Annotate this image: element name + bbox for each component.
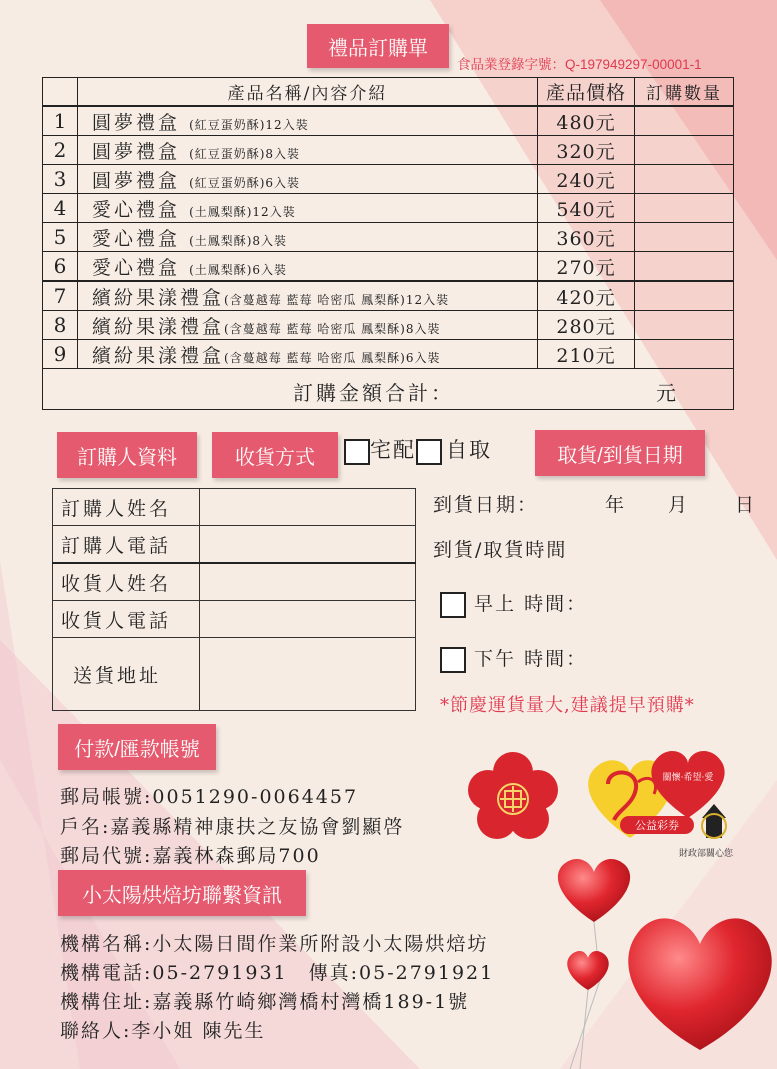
product-detail: (紅豆蛋奶酥)12入裝 — [189, 117, 309, 132]
product-detail: (土鳳梨酥)8入裝 — [189, 233, 288, 248]
row-price: 540元 — [538, 194, 635, 223]
afternoon-label: 下午 時間： — [474, 648, 588, 670]
post-office-code: 郵局代號:嘉義林森郵局700 — [60, 845, 321, 867]
row-price: 270元 — [538, 252, 635, 282]
flower-logo-icon — [466, 750, 560, 844]
table-row — [43, 165, 734, 194]
product-name: 繽紛果漾禮盒 — [92, 286, 225, 309]
header-num-cell — [43, 78, 78, 107]
row-price: 320元 — [538, 136, 635, 165]
header-product: 產品名稱/內容介紹 — [78, 78, 538, 107]
early-order-notice: *節慶運貨量大,建議提早預購* — [440, 695, 695, 716]
row-price: 420元 — [538, 281, 635, 311]
morning-checkbox[interactable] — [440, 592, 466, 618]
row-num: 1 — [43, 106, 78, 136]
product-name: 愛心禮盒 — [92, 198, 181, 221]
row-price: 280元 — [538, 311, 635, 340]
product-detail: (土鳳梨酥)12入裝 — [189, 204, 296, 219]
time-label: 到貨/取貨時間 — [433, 539, 568, 561]
account-holder: 戶名:嘉義縣精神康扶之友協會劉顯啓 — [60, 816, 405, 838]
table-row — [43, 194, 734, 223]
table-row — [43, 223, 734, 252]
table-row — [43, 311, 734, 340]
receiver-phone-label: 收貨人電話 — [53, 601, 200, 638]
row-price: 480元 — [538, 106, 635, 136]
buyer-phone-label: 訂購人電話 — [53, 526, 200, 564]
address-label: 送貨地址 — [53, 638, 200, 711]
row-product — [78, 136, 538, 165]
form-row — [53, 638, 416, 711]
product-detail: (紅豆蛋奶酥)6入裝 — [189, 175, 301, 190]
total-unit: 元 — [656, 381, 679, 405]
row-product — [78, 223, 538, 252]
total-cell — [43, 369, 734, 410]
row-num: 4 — [43, 194, 78, 223]
row-price: 240元 — [538, 165, 635, 194]
form-row — [53, 563, 416, 601]
row-num: 5 — [43, 223, 78, 252]
row-product — [78, 252, 538, 282]
row-product — [78, 311, 538, 340]
receiver-name-field[interactable] — [200, 563, 416, 601]
header-qty: 訂購數量 — [635, 78, 734, 107]
qty-input-cell[interactable] — [635, 223, 734, 252]
qty-input-cell[interactable] — [635, 311, 734, 340]
org-name: 機構名稱:小太陽日間作業所附設小太陽烘焙坊 — [60, 933, 489, 955]
product-detail: (含蔓越莓 藍莓 哈密瓜 鳳梨酥)6入裝 — [224, 350, 441, 365]
header-price: 產品價格 — [538, 78, 635, 107]
row-product — [78, 340, 538, 369]
row-product — [78, 194, 538, 223]
form-row — [53, 601, 416, 638]
product-detail: (紅豆蛋奶酥)8入裝 — [189, 146, 301, 161]
row-num: 9 — [43, 340, 78, 369]
morning-option — [440, 589, 587, 618]
day-label: 日 — [735, 494, 757, 516]
table-row — [43, 106, 734, 136]
product-detail: (含蔓越莓 藍莓 哈密瓜 鳳梨酥)8入裝 — [224, 321, 441, 336]
row-product — [78, 281, 538, 311]
morning-label: 早上 時間： — [474, 593, 588, 615]
product-name: 圓夢禮盒 — [92, 169, 181, 192]
row-num: 8 — [43, 311, 78, 340]
form-row — [53, 526, 416, 564]
buyer-name-label: 訂購人姓名 — [53, 489, 200, 526]
post-account: 郵局帳號:0051290-0064457 — [60, 786, 359, 808]
license-number: 食品業登錄字號：Q-197949297-00001-1 — [457, 57, 702, 72]
buyer-info-button[interactable]: 訂購人資料 — [57, 432, 197, 478]
home-delivery-checkbox[interactable] — [344, 439, 370, 465]
home-delivery-label: 宅配 — [370, 438, 416, 462]
ministry-text: 財政部關心您 — [678, 849, 734, 859]
row-num: 6 — [43, 252, 78, 282]
buyer-phone-field[interactable] — [200, 526, 416, 564]
month-label: 月 — [668, 494, 690, 516]
table-row — [43, 340, 734, 369]
receiver-phone-field[interactable] — [200, 601, 416, 638]
hearts-decoration-icon — [530, 850, 777, 1069]
total-row — [43, 369, 734, 410]
qty-input-cell[interactable] — [635, 252, 734, 282]
receiver-name-label: 收貨人姓名 — [53, 563, 200, 601]
year-label: 年 — [605, 494, 627, 516]
table-row — [43, 252, 734, 282]
payment-button[interactable]: 付款/匯款帳號 — [58, 724, 216, 770]
form-row — [53, 489, 416, 526]
afternoon-option — [440, 644, 587, 673]
product-name: 繽紛果漾禮盒 — [92, 315, 225, 338]
buyer-name-field[interactable] — [200, 489, 416, 526]
row-product — [78, 106, 538, 136]
lottery-text: 公益彩券 — [635, 819, 679, 832]
afternoon-checkbox[interactable] — [440, 647, 466, 673]
total-label: 訂購金額合計： — [293, 381, 454, 405]
form-title: 禮品訂購單 — [307, 24, 449, 68]
delivery-options — [344, 434, 492, 465]
org-address: 機構住址:嘉義縣竹崎鄉灣橋村灣橋189-1號 — [60, 991, 470, 1013]
qty-input-cell[interactable] — [635, 281, 734, 311]
lottery-logo-icon — [578, 738, 748, 860]
row-num: 3 — [43, 165, 78, 194]
qty-input-cell[interactable] — [635, 106, 734, 136]
qty-input-cell[interactable] — [635, 340, 734, 369]
pickup-date-button[interactable]: 取貨/到貨日期 — [535, 430, 705, 476]
qty-input-cell[interactable] — [635, 136, 734, 165]
product-detail: (含蔓越莓 藍莓 哈密瓜 鳳梨酥)12入裝 — [224, 292, 450, 307]
address-field[interactable] — [200, 638, 416, 711]
qty-input-cell[interactable] — [635, 194, 734, 223]
lottery-slogan: 關懷‧希望‧愛 — [662, 773, 714, 783]
contact-button[interactable]: 小太陽烘焙坊聯繫資訊 — [58, 870, 306, 916]
row-num: 2 — [43, 136, 78, 165]
table-header-row — [43, 78, 734, 107]
buyer-form — [52, 488, 416, 711]
row-price: 360元 — [538, 223, 635, 252]
row-price: 210元 — [538, 340, 635, 369]
product-name: 圓夢禮盒 — [92, 111, 181, 134]
contact-person: 聯絡人:李小姐 陳先生 — [60, 1020, 266, 1042]
qty-input-cell[interactable] — [635, 165, 734, 194]
delivery-method-button[interactable]: 收貨方式 — [212, 432, 338, 478]
product-detail: (土鳳梨酥)6入裝 — [189, 262, 288, 277]
org-phone: 機構電話:05-2791931 傳真:05-2791921 — [60, 962, 495, 984]
product-table — [42, 77, 734, 410]
product-name: 圓夢禮盒 — [92, 140, 181, 163]
pickup-label: 自取 — [446, 438, 492, 462]
product-name: 愛心禮盒 — [92, 227, 181, 250]
arrival-date-label: 到貨日期： — [433, 494, 539, 516]
product-name: 愛心禮盒 — [92, 256, 181, 279]
product-name: 繽紛果漾禮盒 — [92, 344, 225, 367]
row-num: 7 — [43, 281, 78, 311]
row-product — [78, 165, 538, 194]
table-row — [43, 136, 734, 165]
table-row — [43, 281, 734, 311]
pickup-checkbox[interactable] — [416, 439, 442, 465]
